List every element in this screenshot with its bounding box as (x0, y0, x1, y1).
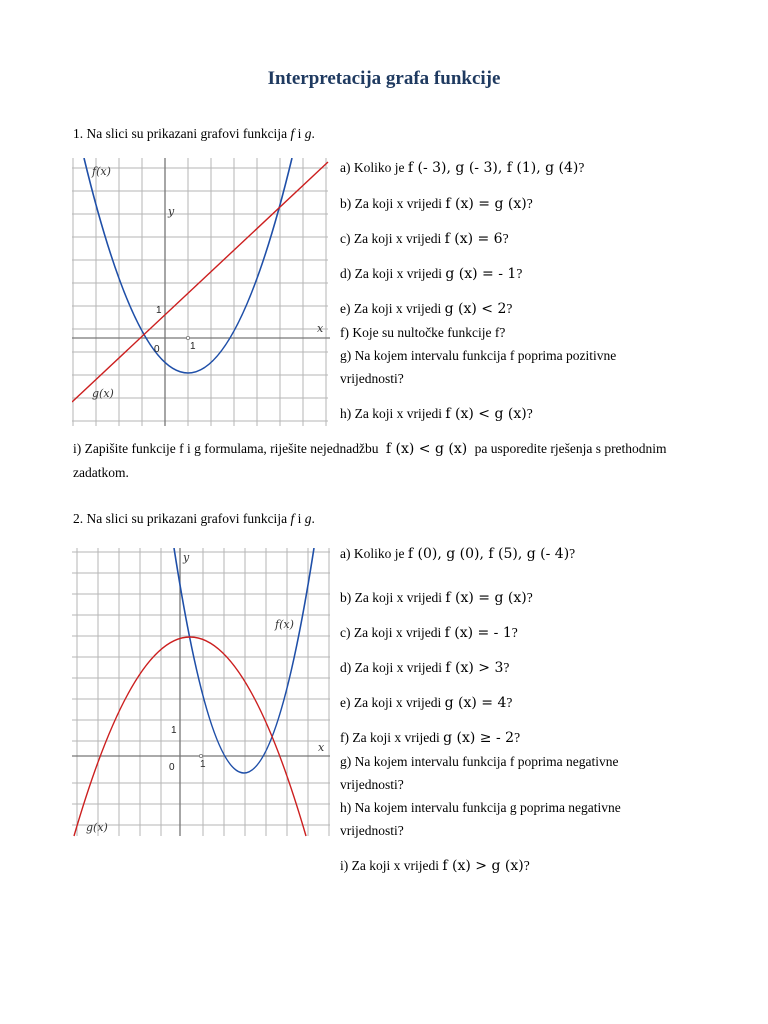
tick-point-1 (186, 336, 189, 339)
g-label-1: g(x) (92, 387, 114, 400)
question-2f: f) Za koji x vrijedi g (x) ≥ - 2? (340, 730, 521, 746)
graph-1 (72, 158, 332, 428)
y-label-1: y (168, 205, 175, 218)
y-label-2: y (183, 551, 190, 564)
x-tick-label-1: 1 (190, 341, 196, 352)
graph-2-svg (72, 548, 332, 838)
question-1c: c) Za koji x vrijedi f (x) = 6? (340, 231, 509, 247)
question-2h: h) Na kojem intervalu funkcija g poprima negativne (340, 800, 621, 815)
question-1g-cont: vrijednosti? (340, 371, 404, 386)
page-title: Interpretacija grafa funkcije (267, 68, 501, 89)
question-2g: g) Na kojem intervalu funkcija f poprima negativne (340, 754, 619, 769)
question-2i: i) Za koji x vrijedi f (x) > g (x)? (340, 858, 530, 874)
question-1d: d) Za koji x vrijedi g (x) = - 1? (340, 266, 523, 282)
y-tick-label-2: 1 (171, 725, 177, 736)
question-1g: g) Na kojem intervalu funkcija f poprima pozitivne (340, 348, 617, 363)
graph-2 (72, 548, 332, 838)
question-2h-cont: vrijednosti? (340, 823, 404, 838)
origin-label-2: 0 (169, 762, 175, 773)
g-curve-2 (74, 637, 306, 836)
task-1i: i) Zapišite funkcije f i g formulama, riješite nejednadžbu f (x) < g (x) pa usporedite rješenja s prethodnim (73, 441, 667, 457)
question-2e: e) Za koji x vrijedi g (x) = 4? (340, 695, 513, 711)
question-2a: a) Koliko je f (0), g (0), f (5), g (- 4)? (340, 546, 576, 562)
problem-1-intro: 1. Na slici su prikazani grafovi funkcija f i g. (73, 126, 315, 141)
graph-1-svg (72, 158, 332, 428)
question-2b: b) Za koji x vrijedi f (x) = g (x)? (340, 590, 533, 606)
question-2g-cont: vrijednosti? (340, 777, 404, 792)
question-1f: f) Koje su nultočke funkcije f? (340, 325, 506, 340)
f-label-2: f(x) (275, 618, 294, 631)
f-label-1: f(x) (92, 165, 111, 178)
problem-2-intro: 2. Na slici su prikazani grafovi funkcija f i g. (73, 511, 315, 526)
tick-point-2 (199, 754, 202, 757)
x-label-1: x (317, 322, 324, 335)
y-tick-label-1: 1 (156, 305, 162, 316)
f-curve-2 (174, 548, 314, 773)
question-1a: a) Koliko je f (- 3), g (- 3), f (1), g (4)? (340, 160, 585, 176)
grid-2 (72, 548, 330, 836)
question-1b: b) Za koji x vrijedi f (x) = g (x)? (340, 196, 533, 212)
origin-label-1: 0 (154, 344, 160, 355)
question-2d: d) Za koji x vrijedi f (x) > 3? (340, 660, 510, 676)
g-label-2: g(x) (86, 821, 108, 834)
question-2c: c) Za koji x vrijedi f (x) = - 1? (340, 625, 518, 641)
task-1i-cont: zadatkom. (73, 465, 129, 480)
question-1e: e) Za koji x vrijedi g (x) < 2? (340, 301, 513, 317)
g-line-1 (72, 162, 328, 402)
x-tick-label-2: 1 (200, 759, 206, 770)
x-label-2: x (318, 741, 325, 754)
question-1h: h) Za koji x vrijedi f (x) < g (x)? (340, 406, 533, 422)
